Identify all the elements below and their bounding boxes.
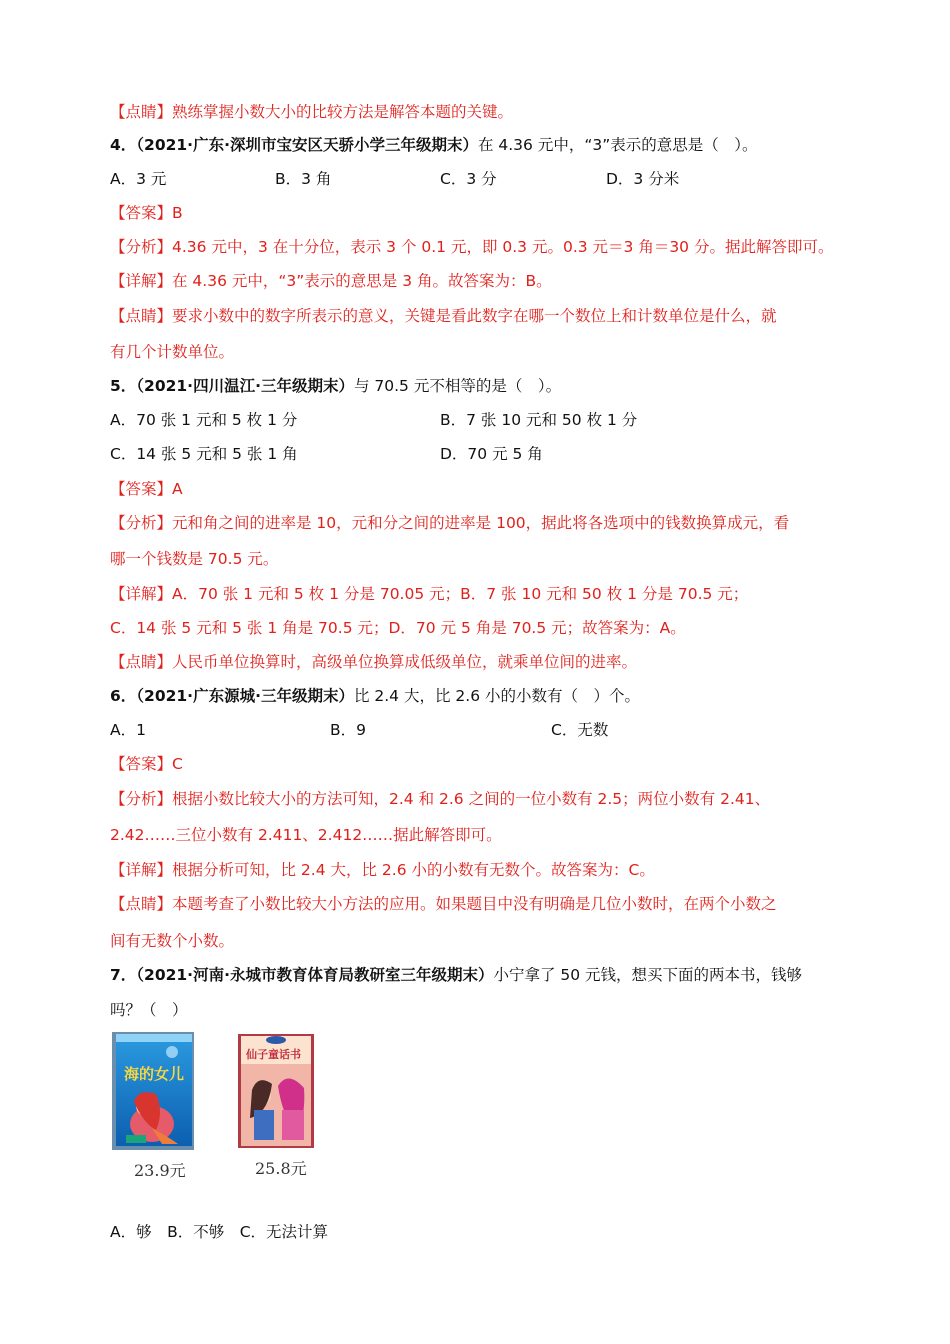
- book-2-price: 25.8元: [255, 1159, 307, 1178]
- option-b: B．9: [330, 721, 366, 739]
- question-source: （2021·广东源城·三年级期末）: [136, 687, 354, 705]
- book-1-title: 海的女儿: [124, 1065, 185, 1083]
- question-source: （2021·四川温江·三年级期末）: [136, 377, 354, 395]
- book-cover-mermaid: [112, 1032, 194, 1150]
- analysis-line-2: 2.42……三位小数有 2.411、2.412……据此解答即可。: [110, 826, 502, 844]
- option-d: D．3 分米: [606, 170, 680, 188]
- question-4: [110, 134, 758, 156]
- analysis-line-1: 【分析】元和角之间的进率是 10，元和分之间的进率是 100，据此将各选项中的钱数换算成元，看: [110, 514, 790, 532]
- note-line-2: 有几个计数单位。: [110, 343, 235, 361]
- answer: 【答案】B: [110, 204, 183, 222]
- note-line-2: 间有无数个小数。: [110, 932, 235, 950]
- book-1-price: 23.9元: [134, 1161, 186, 1180]
- analysis: 【分析】4.36 元中，3 在十分位，表示 3 个 0.1 元，即 0.3 元。0.3 元＝3 角＝30 分。据此解答即可。: [110, 238, 834, 256]
- answer: 【答案】A: [110, 480, 183, 498]
- detail: 【详解】在 4.36 元中，“3”表示的意思是 3 角。故答案为：B。: [110, 272, 552, 290]
- question-source: （2021·河南·永城市教育体育局教研室三年级期末）: [136, 966, 494, 984]
- question-number: 4．: [110, 136, 137, 154]
- question-stem: 比 2.4 大，比 2.6 小的小数有（ ）个。: [353, 687, 640, 705]
- question-source: （2021·广东·深圳市宝安区天骄小学三年级期末）: [136, 136, 478, 154]
- question-number: 7．: [110, 966, 137, 984]
- answer: 【答案】C: [110, 755, 183, 773]
- option-c: C．14 张 5 元和 5 张 1 角: [110, 445, 298, 463]
- option-a: A．70 张 1 元和 5 枚 1 分: [110, 411, 298, 429]
- option-d: D．70 元 5 角: [440, 445, 543, 463]
- book-2-title: 仙子童话书: [246, 1048, 301, 1061]
- detail: 【详解】根据分析可知，比 2.4 大，比 2.6 小的小数有无数个。故答案为：C。: [110, 861, 655, 879]
- option-b: B．3 角: [275, 170, 332, 188]
- question-7-options: A．够 B．不够 C．无法计算: [110, 1223, 329, 1241]
- question-number: 5．: [110, 377, 137, 395]
- question-6: [110, 685, 640, 707]
- note: 【点睛】人民币单位换算时，高级单位换算成低级单位，就乘单位间的进率。: [110, 653, 638, 671]
- question-7: [110, 964, 802, 986]
- question-5: [110, 375, 561, 397]
- question-stem: 在 4.36 元中，“3”表示的意思是（ ）。: [477, 136, 758, 154]
- detail-line-2: C．14 张 5 元和 5 张 1 角是 70.5 元；D．70 元 5 角是 70.5 元；故答案为：A。: [110, 619, 686, 637]
- question-stem-line-2: 吗？（ ）: [110, 1001, 188, 1019]
- question-stem: 小宁拿了 50 元钱，想买下面的两本书，钱够: [493, 966, 803, 984]
- question-stem: 与 70.5 元不相等的是（ ）。: [353, 377, 562, 395]
- question-number: 6．: [110, 687, 137, 705]
- note-line-1: 【点睛】要求小数中的数字所表示的意义，关键是看此数字在哪一个数位上和计数单位是什么，就: [110, 307, 777, 325]
- analysis-line-1: 【分析】根据小数比较大小的方法可知，2.4 和 2.6 之间的一位小数有 2.5；两位小数有 2.41、: [110, 790, 771, 808]
- detail-line-1: 【详解】A．70 张 1 元和 5 枚 1 分是 70.05 元；B．7 张 10 元和 50 枚 1 分是 70.5 元；: [110, 585, 749, 603]
- option-c: C．无数: [551, 721, 609, 739]
- option-c: C．3 分: [440, 170, 497, 188]
- option-a: A．3 元: [110, 170, 167, 188]
- option-b: B．7 张 10 元和 50 枚 1 分: [440, 411, 638, 429]
- analysis-line-2: 哪一个钱数是 70.5 元。: [110, 550, 279, 568]
- top-note: 【点睛】熟练掌握小数大小的比较方法是解答本题的关键。: [110, 103, 514, 121]
- option-a: A．1: [110, 721, 146, 739]
- note-line-1: 【点睛】本题考查了小数比较大小方法的应用。如果题目中没有明确是几位小数时，在两个小数之: [110, 895, 777, 913]
